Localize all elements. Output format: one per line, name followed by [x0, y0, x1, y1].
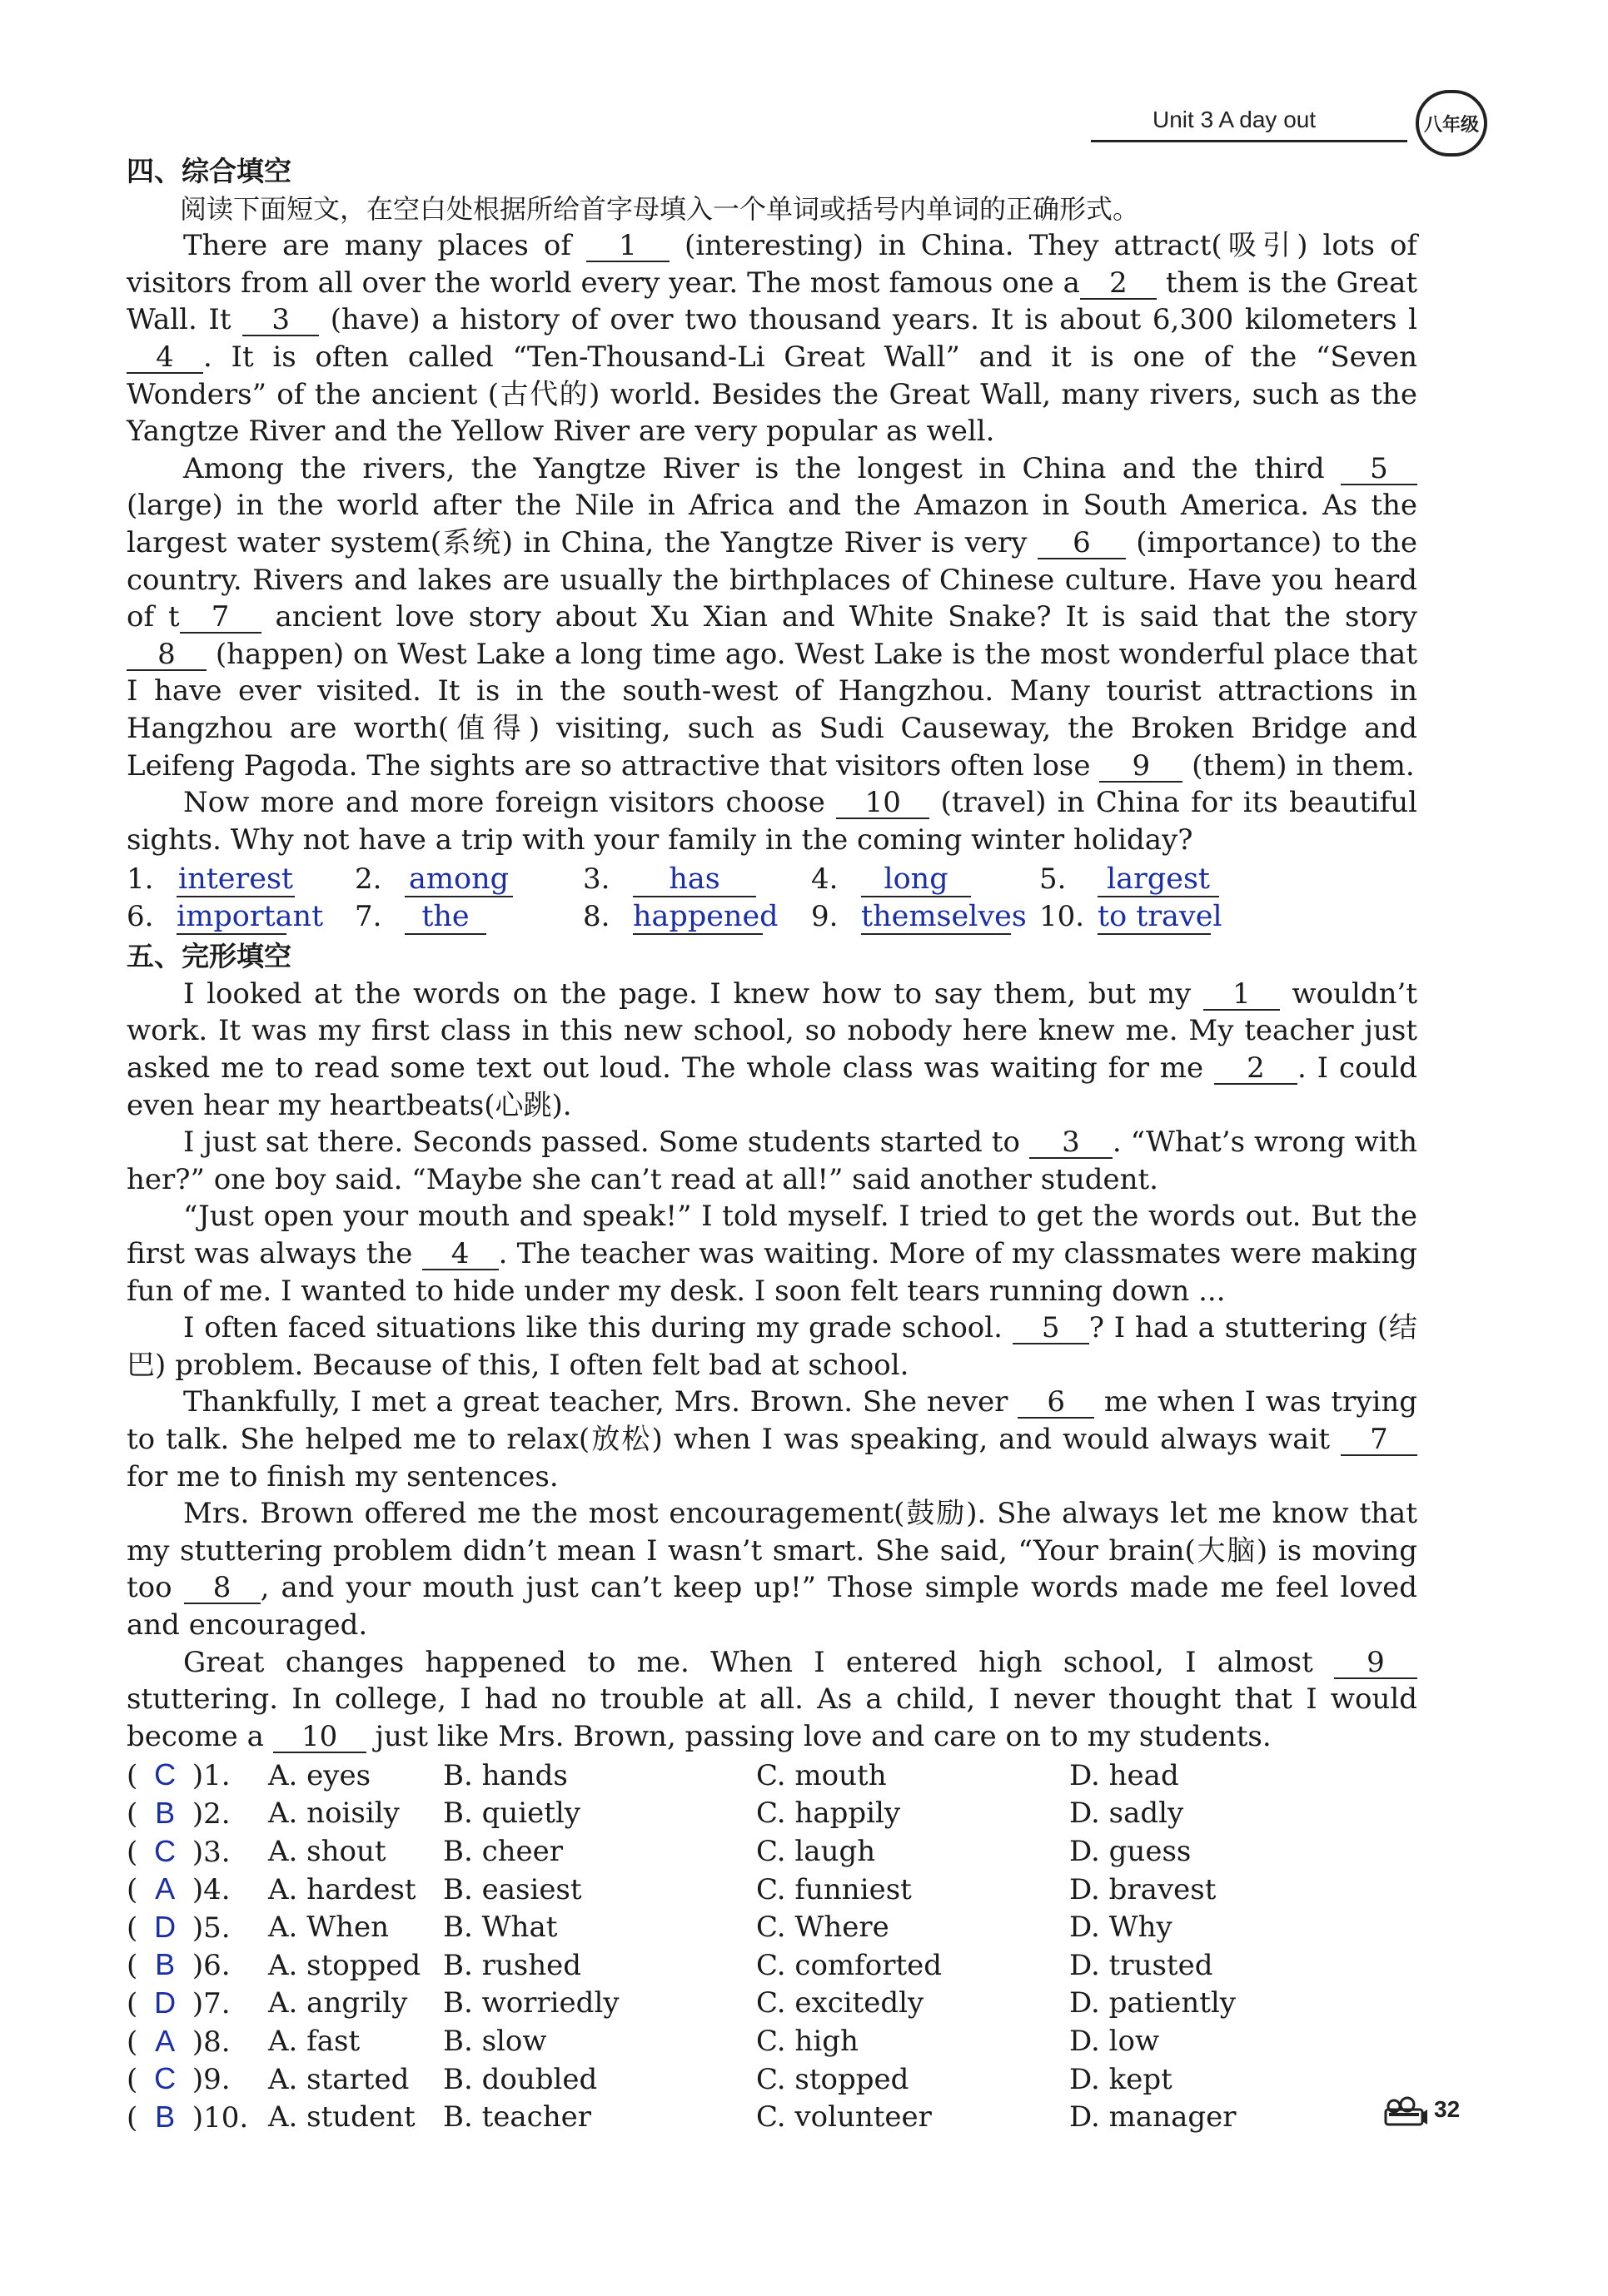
blank-10: 10 [273, 1722, 366, 1753]
answer-number: 2. [355, 862, 382, 896]
page-number: 32 [1434, 2096, 1461, 2122]
question-answer: B [155, 1795, 176, 1830]
blank-8: 8 [184, 1573, 261, 1604]
answer-item [1039, 861, 1219, 898]
option-b: B. cheer [443, 1835, 564, 1869]
option-a: A. started [268, 2062, 410, 2096]
passage-paragraph: I just sat there. Seconds passed. Some students started to 3 . “What’s wrong with her?” one boy said. “Maybe she can’t read at all!” said another student. [127, 1126, 1417, 1196]
section4-instruction: 阅读下面短文，在空白处根据所给首字母填入一个单词或括号内单词的正确形式。 [180, 192, 1140, 225]
answer-word: the [405, 900, 486, 935]
question-row [127, 1757, 1417, 1795]
option-a: A. noisily [268, 1797, 400, 1831]
option-c: C. funniest [756, 1872, 912, 1906]
answer-item [811, 861, 971, 898]
question-number: ( C )3. [127, 1833, 231, 1869]
passage-paragraph: I often faced situations like this during my grade school. 5 ? I had a stuttering (结巴) problem. Because of this, I often felt bad at school. [127, 1311, 1417, 1382]
question-answer: D [154, 1909, 177, 1944]
option-a: A. shout [268, 1835, 386, 1869]
option-c: C. volunteer [756, 2100, 932, 2134]
answer-word: largest [1098, 862, 1219, 897]
question-number: ( B )6. [127, 1947, 231, 1983]
blank-3: 3 [1029, 1127, 1113, 1159]
option-c: C. excitedly [756, 1986, 924, 2020]
blank-10: 10 [836, 788, 929, 819]
question-row [127, 2099, 1417, 2137]
option-d: D. low [1069, 2025, 1160, 2058]
passage-paragraph: Thankfully, I met a great teacher, Mrs. Brown. She never 6 me when I was trying to talk. She helped me to relax(放松) when I was speaking, and would always wait 7 for me to finish my sentences. [127, 1385, 1417, 1493]
question-row [127, 1985, 1417, 2023]
blank-8: 8 [127, 639, 207, 671]
blank-2: 2 [1080, 268, 1157, 300]
option-c: C. stopped [756, 2062, 909, 2096]
option-b: B. worriedly [443, 1986, 620, 2020]
blank-5: 5 [1341, 454, 1417, 485]
answer-word: long [861, 862, 971, 897]
answer-number: 9. [811, 899, 839, 933]
answer-item [583, 898, 779, 936]
option-a: A. When [268, 1911, 390, 1945]
question-row [127, 1871, 1417, 1909]
option-c: C. Where [756, 1911, 889, 1945]
question-answer: D [154, 1985, 177, 2020]
section5-questions [127, 1757, 1417, 2136]
section5-passage [127, 976, 1417, 1755]
passage-paragraph: Now more and more foreign visitors choose 10 (travel) in China for its beautiful sights. Why not have a trip with your family in the coming winter holiday? [127, 786, 1417, 857]
answer-word: interest [177, 862, 295, 897]
question-answer: A [155, 2023, 176, 2058]
section5-title: 五、完形填空 [127, 940, 291, 973]
answer-row [127, 897, 1417, 935]
question-number: ( D )5. [127, 1909, 231, 1945]
section4-answer-key [127, 860, 1417, 935]
question-answer: C [154, 2061, 177, 2096]
answer-item [127, 898, 324, 936]
blank-7: 7 [1341, 1424, 1417, 1456]
question-row [127, 1833, 1417, 1871]
question-number: ( C )1. [127, 1757, 231, 1793]
answer-word: themselves [861, 900, 1027, 934]
blank-5: 5 [1013, 1313, 1089, 1344]
option-c: C. comforted [756, 1948, 943, 1982]
passage-paragraph: I looked at the words on the page. I knew how to say them, but my 1 wouldn’t work. It was my first class in this new school, so nobody here knew me. My teacher just asked me to read some text out loud. The whole class was waiting for me 2 . I could even hear my heartbeats(心跳). [127, 977, 1417, 1122]
unit-title: Unit 3 A day out [1152, 107, 1317, 132]
answer-word: happened [633, 900, 779, 934]
question-number: ( B )2. [127, 1795, 231, 1831]
option-a: A. stopped [268, 1948, 421, 1982]
answer-number: 1. [127, 862, 154, 896]
question-number: ( C )9. [127, 2061, 231, 2097]
page-content [127, 150, 1417, 2136]
question-answer: C [154, 1833, 177, 1868]
answer-number: 8. [583, 899, 610, 933]
blank-3: 3 [242, 305, 319, 336]
question-answer: B [155, 2099, 176, 2134]
answer-row [127, 860, 1417, 897]
blank-9: 9 [1334, 1647, 1417, 1679]
option-a: A. fast [268, 2025, 361, 2058]
blank-6: 6 [1038, 528, 1126, 559]
blank-9: 9 [1099, 751, 1182, 783]
question-answer: B [155, 1947, 176, 1982]
question-answer: A [155, 1871, 176, 1906]
option-c: C. high [756, 2025, 859, 2058]
grade-badge: 八年级 [1416, 90, 1487, 157]
answer-item [811, 898, 1027, 936]
option-b: B. doubled [443, 2062, 598, 2096]
answer-word: has [633, 862, 756, 897]
answer-item [355, 861, 513, 898]
blank-4: 4 [127, 342, 203, 374]
section4-title: 四、综合填空 [127, 155, 291, 187]
answer-number: 6. [127, 899, 154, 933]
option-a: A. angrily [268, 1986, 408, 2020]
blank-6: 6 [1018, 1387, 1094, 1419]
option-d: D. Why [1069, 1911, 1172, 1945]
question-number: ( A )8. [127, 2023, 231, 2059]
answer-number: 5. [1039, 862, 1067, 896]
option-c: C. happily [756, 1797, 901, 1831]
option-b: B. quietly [443, 1797, 581, 1831]
answer-number: 10. [1039, 899, 1085, 933]
option-d: D. sadly [1069, 1797, 1184, 1831]
option-b: B. easiest [443, 1872, 582, 1906]
question-row [127, 2023, 1417, 2061]
option-d: D. manager [1069, 2100, 1237, 2134]
passage-paragraph: “Just open your mouth and speak!” I told myself. I tried to get the words out. But the first was always the 4 . The teacher was waiting. More of my classmates were making fun of me. I wanted to hide under my desk. I soon felt tears running down ... [127, 1200, 1417, 1308]
question-row [127, 1795, 1417, 1833]
option-a: A. hardest [268, 1872, 416, 1906]
answer-number: 3. [583, 862, 610, 896]
answer-word: to travel [1098, 900, 1222, 934]
question-row [127, 1909, 1417, 1947]
option-b: B. rushed [443, 1948, 581, 1982]
passage-paragraph: Among the rivers, the Yangtze River is the longest in China and the third 5 (large) in the world after the Nile in Africa and the Amazon in South America. As the largest water system(系统) in China, the Yangtze River is very 6 (importance) to the country. Rivers and lakes are usually the birthplaces of Chinese culture. Have you heard of t 7 ancient love story about Xu Xian and White Snake? It is said that the story 8 (happen) on West Lake a long time ago. West Lake is the most wonderful place that I have ever visited. It is in the south-west of Hangzhou. Many tourist attractions in Hangzhou are worth(值得) visiting, such as Sudi Causeway, the Broken Bridge and Leifeng Pagoda. The sights are so attractive that visitors often lose 9 (them) in them. [127, 451, 1417, 783]
answer-word: among [405, 862, 513, 897]
answer-number: 4. [811, 862, 839, 896]
blank-1: 1 [1203, 979, 1280, 1011]
blank-7: 7 [180, 602, 261, 634]
option-a: A. eyes [268, 1758, 371, 1792]
camera-icon [1382, 2096, 1429, 2130]
option-b: B. hands [443, 1758, 568, 1792]
page-header [1091, 98, 1407, 148]
option-a: A. student [268, 2100, 416, 2134]
answer-word: important [177, 900, 324, 934]
option-d: D. kept [1069, 2062, 1172, 2096]
answer-item [355, 898, 486, 936]
option-b: B. teacher [443, 2100, 591, 2134]
question-answer: C [154, 1757, 177, 1792]
passage-paragraph: Great changes happened to me. When I entered high school, I almost 9 stuttering. In college, I had no trouble at all. As a child, I never thought that I would become a 10 just like Mrs. Brown, passing love and care on to my students. [127, 1645, 1417, 1753]
question-row [127, 1946, 1417, 1985]
blank-1: 1 [586, 231, 670, 262]
blank-2: 2 [1214, 1053, 1297, 1085]
question-number: ( A )4. [127, 1871, 231, 1907]
answer-item [583, 861, 756, 898]
passage-paragraph: Mrs. Brown offered me the most encouragement(鼓励). She always let me know that my stuttering problem didn’t mean I wasn’t smart. She said, “Your brain(大脑) is moving too 8 , and your mouth just can’t keep up!” Those simple words made me feel loved and encouraged. [127, 1497, 1417, 1642]
option-b: B. What [443, 1911, 558, 1945]
section4-passage [127, 227, 1417, 858]
option-d: D. bravest [1069, 1872, 1217, 1906]
question-number: ( B )10. [127, 2099, 249, 2134]
option-d: D. guess [1069, 1835, 1192, 1869]
option-c: C. laugh [756, 1835, 876, 1869]
answer-number: 7. [355, 899, 382, 933]
passage-paragraph: There are many places of 1 (interesting) in China. They attract(吸引) lots of visitors from all over the world every year. The most famous one a 2 them is the Great Wall. It 3 (have) a history of over two thousand years. It is about 6,300 kilometers l4 . It is often called “Ten-Thousand-Li Great Wall” and it is one of the “Seven Wonders” of the ancient (古代的) world. Besides the Great Wall, many rivers, such as the Yangtze River and the Yellow River are very popular as well. [127, 229, 1418, 449]
option-c: C. mouth [756, 1758, 887, 1792]
answer-item [1039, 898, 1222, 936]
question-number: ( D )7. [127, 1985, 231, 2020]
question-row [127, 2060, 1417, 2099]
option-d: D. trusted [1069, 1948, 1213, 1982]
answer-item [127, 861, 295, 898]
option-b: B. slow [443, 2025, 547, 2058]
blank-4: 4 [422, 1239, 499, 1270]
option-d: D. patiently [1069, 1986, 1236, 2020]
option-d: D. head [1069, 1758, 1179, 1792]
header-rule [1091, 140, 1407, 142]
